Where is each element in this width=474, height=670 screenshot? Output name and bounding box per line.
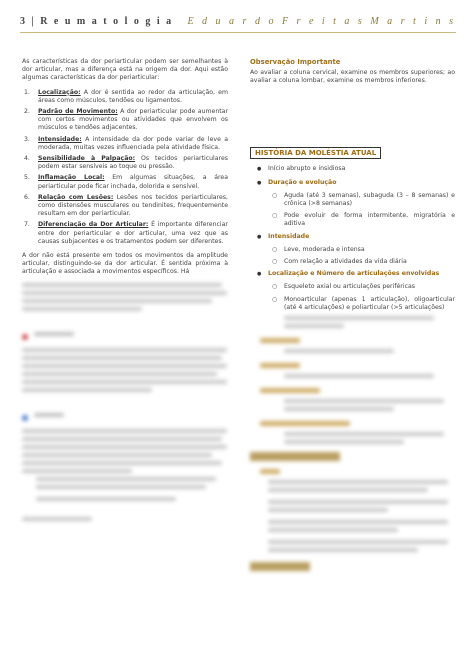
page-number: 3 | R e u m a t o l o g i a xyxy=(20,16,174,27)
intro-paragraph: As características da dor periarticular podem ser semelhantes à dor articular, mas a diferença está na origem da dor. Aqui estão algumas características da dor periarticular: xyxy=(22,58,228,82)
list-item-text: A intensidade da dor pode variar de leve a moderada, muitas vezes influenciada pela atividade física. xyxy=(38,135,228,151)
list-item xyxy=(22,108,228,133)
sub-duration-acute: ○ Aguda (até 3 semanas), subaguda (3 – 8 semanas) e crônica (>8 semanas) xyxy=(250,192,455,208)
sub-duration-evolution: ○ Pode evoluir de forma intermitente, migratória e aditiva xyxy=(250,212,455,228)
list-item-number: 4. xyxy=(24,155,30,163)
list-item-text: Em algumas situações, a área periarticular pode ficar inchada, dolorida e sensível. xyxy=(38,174,228,190)
left-column xyxy=(22,58,228,525)
observation-text: Ao avaliar a coluna cervical, examine os membros superiores; ao avaliar a coluna lombar, examine os membros inferiores. xyxy=(250,69,455,85)
list-item-term: Intensidade: xyxy=(38,135,82,143)
list-item-number: 6. xyxy=(24,193,30,201)
list-item-text: Os tecidos periarticulares podem estar sensíveis ao toque ou pressão. xyxy=(38,155,228,171)
sub-intensity-levels: ○ Leve, moderada e intensa xyxy=(250,246,455,254)
characteristics-list xyxy=(22,89,228,246)
list-item-number: 7. xyxy=(24,221,30,229)
list-item xyxy=(22,194,228,219)
bullet-location: ● Localização e Número de articulações envolvidas xyxy=(250,270,455,278)
list-item-text: É importante diferenciar entre dor periarticular e dor articular, uma vez que as causas subjacentes e os tratamentos podem ser diferentes. xyxy=(38,221,228,245)
list-item-text: A dor é sentida ao redor da articulação, em áreas como músculos, tendões ou ligamentos. xyxy=(38,88,228,104)
bullet-intensity: ● Intensidade xyxy=(250,233,455,241)
list-item-number: 5. xyxy=(24,174,30,182)
list-item-text: Lesões nos tecidos periarticulares, como distensões musculares ou tendinites, frequentemente resultam em dor periarticular. xyxy=(38,193,229,218)
list-item-term: Padrão de Movimento: xyxy=(38,108,118,116)
observation-title: Observação Importante xyxy=(250,58,341,66)
list-item xyxy=(22,89,228,105)
list-item-text: A dor periarticular pode aumentar com certos movimentos ou atividades que envolvem os músculos e tendões adjacentes. xyxy=(38,108,228,132)
sub-location-count: ○ Monoarticular (apenas 1 articulação), oligoarticular (até 4 articulações) e poliarticular (>5 articulações) xyxy=(250,296,455,312)
blurred-content-right xyxy=(250,316,455,571)
list-item-number: 1. xyxy=(24,88,30,96)
list-item xyxy=(22,174,228,190)
blurred-content-left xyxy=(22,283,228,521)
list-item xyxy=(22,155,228,171)
closing-paragraph: A dor não está presente em todos os movimentos da amplitude articular, distinguindo-se da dor articular. É sentida próxima à articulação e associada a movimentos específicos. Há xyxy=(22,252,228,276)
list-item-number: 3. xyxy=(24,135,30,143)
page-header xyxy=(20,14,456,36)
list-item-term: Localização: xyxy=(38,88,81,96)
list-item-term: Inflamação Local: xyxy=(38,174,105,182)
bullet-duration: ● Duração e evolução xyxy=(250,179,455,187)
history-section-title: HISTÓRIA DA MOLÉSTIA ATUAL xyxy=(250,147,381,159)
right-column xyxy=(250,58,455,579)
sub-location-axial: ○ Esqueleto axial ou articulações periféricas xyxy=(250,283,455,291)
list-item xyxy=(22,221,228,246)
list-item-term: Sensibilidade à Palpação: xyxy=(38,155,136,163)
author-name: E d u a r d o F r e i t a s M a r t i n s xyxy=(187,16,456,27)
list-item xyxy=(22,136,228,152)
list-item-term: Diferenciação da Dor Articular: xyxy=(38,221,149,229)
sub-intensity-activities: ○ Com relação a atividades da vida diária xyxy=(250,258,455,266)
list-item-number: 2. xyxy=(24,108,30,116)
list-item-term: Relação com Lesões: xyxy=(38,193,114,201)
bullet-onset: ● Início abrupto e insidiosa xyxy=(250,165,455,173)
header-divider xyxy=(20,32,456,33)
